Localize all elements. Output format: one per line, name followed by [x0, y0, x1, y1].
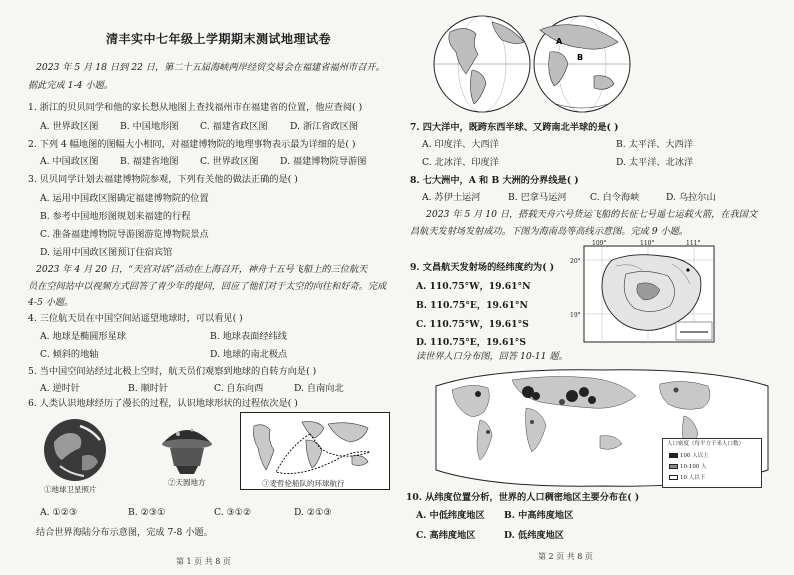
q5-option-b[interactable]: B. 顺时针 [128, 383, 169, 394]
legend-row-medium [669, 464, 707, 471]
q3-option-a[interactable]: A. 运用中国政区图确定福建博物院的位置 [40, 193, 209, 204]
legend-row-dense [669, 453, 709, 460]
left-column [28, 0, 393, 575]
question-8: 8. 七大洲中，A 和 B 大洲的分界线是( ) [410, 175, 579, 186]
q1-option-c[interactable]: C. 福建省政区图 [200, 121, 268, 132]
question-1: 1. 浙江的贝贝同学和他的家长想从地图上查找福州市在福建省的位置，他应查阅( ) [28, 102, 363, 113]
q3-option-b[interactable]: B. 参考中国地形图规划来福建的行程 [40, 211, 191, 222]
q4-option-a[interactable]: A. 地球是椭圆形星球 [40, 331, 126, 342]
hainan-contour-map [572, 240, 722, 348]
right-page-footer: 第 2 页 共 8 页 [538, 552, 593, 561]
q5-option-d[interactable]: D. 自南向北 [294, 383, 344, 394]
legend-label-medium: 10-100 人 [680, 464, 707, 470]
intro-2-line-2: 员在空间站中以视频方式回答了青少年的提问，回应了他们对于太空的向往和好奇。完成 [28, 281, 387, 292]
intro-1-line-1: 2023 年 5 月 18 日到 22 日，第二十五届海峡两岸经贸交易会在福建省福州市召开。 [36, 62, 385, 73]
q5-option-c[interactable]: C. 自东向西 [214, 383, 264, 394]
legend-label-sparse: 10 人以下 [680, 475, 706, 481]
map-lat-19: 19° [570, 312, 581, 319]
question-10: 10. 从纬度位置分析，世界的人口稠密地区主要分布在( ) [406, 492, 640, 503]
legend-row-sparse [669, 475, 705, 482]
figure-caption-1: ①地球卫星照片 [44, 485, 97, 494]
q9-option-a[interactable]: A. 110.75°W，19.61°N [416, 281, 531, 292]
q8-option-b[interactable]: B. 巴拿马运河 [508, 192, 567, 203]
question-9: 9. 文昌航天发射场的经纬度约为( ) [410, 262, 555, 273]
legend-swatch-sparse [669, 475, 678, 480]
q4-option-c[interactable]: C. 倾斜的地轴 [40, 349, 99, 360]
q1-option-d[interactable]: D. 浙江省政区图 [290, 121, 359, 132]
question-7: 7. 四大洋中，既跨东西半球、又跨南北半球的是( ) [410, 122, 619, 133]
q9-option-d[interactable]: D. 110.75°E，19.61°S [416, 337, 526, 348]
intro-5: 读世界人口分布图，回答 10-11 题。 [416, 351, 568, 362]
question-3: 3. 贝贝同学计划去福建博物院参观，下列有关他的做法正确的是( ) [28, 174, 298, 185]
svg-text:A: A [556, 37, 563, 46]
legend-swatch-dense [669, 453, 678, 458]
legend-title: 人口密度（每平方千米人口数） [667, 441, 745, 447]
intro-1-line-2: 据此完成 1-4 小题。 [28, 80, 113, 91]
page-title: 清丰实中七年级上学期期末测试地理试卷 [106, 32, 332, 46]
q6-option-a[interactable]: A. ①②③ [40, 507, 78, 518]
intro-3: 结合世界海陆分布示意图，完成 7-8 小题。 [36, 527, 213, 538]
q2-option-b[interactable]: B. 福建省地图 [120, 156, 179, 167]
q10-option-c[interactable]: C. 高纬度地区 [416, 530, 476, 541]
intro-4-line-1: 2023 年 5 月 10 日，搭载天舟六号货运飞船的长征七号遥七运载火箭，在我国文 [426, 209, 758, 220]
map-lat-20: 20° [570, 258, 581, 265]
question-6: 6. 人类认识地球经历了漫长的过程，认识地球形状的过程依次是( ) [28, 398, 298, 409]
earth-satellite-photo [40, 416, 110, 488]
map-lon-109: 109° [592, 240, 607, 247]
intro-2-line-1: 2023 年 4 月 20 日，“天宫对话”活动在上海召开，神舟十五号飞船上的三位航天 [36, 264, 368, 275]
q8-option-a[interactable]: A. 苏伊士运河 [422, 192, 481, 203]
q2-option-d[interactable]: D. 福建博物院导游图 [280, 156, 367, 167]
intro-4-line-2: 昌航天发射场发射成功。下图为海南岛等高线示意图。完成 9 小题。 [410, 226, 689, 237]
right-column [404, 0, 774, 575]
q9-option-c[interactable]: C. 110.75°W，19.61°S [416, 319, 529, 330]
question-2: 2. 下列 4 幅地图的图幅大小相同，对福建博物院的地理事物表示最为详细的是( ) [28, 139, 356, 150]
q4-option-d[interactable]: D. 地球的南北极点 [210, 349, 288, 360]
q6-option-c[interactable]: C. ③①② [214, 507, 252, 518]
q2-option-a[interactable]: A. 中国政区图 [40, 156, 99, 167]
q6-option-d[interactable]: D. ②①③ [294, 507, 332, 518]
question-4: 4. 三位航天员在中国空间站遥望地球时，可以看见( ) [28, 313, 243, 324]
question-5: 5. 当中国空间站经过北极上空时，航天员们观察到地球的自转方向是( ) [28, 366, 317, 377]
q9-option-b[interactable]: B. 110.75°E，19.61°N [416, 300, 528, 311]
intro-2-line-3: 4-5 小题。 [28, 297, 74, 308]
q10-option-b[interactable]: B. 中高纬度地区 [504, 510, 574, 521]
q3-option-d[interactable]: D. 运用中国政区图预订住宿宾馆 [40, 247, 173, 258]
q4-option-b[interactable]: B. 地球表面经纬线 [210, 331, 287, 342]
legend-swatch-medium [669, 464, 678, 469]
q7-option-a[interactable]: A. 印度洋、大西洋 [422, 139, 499, 150]
q2-option-c[interactable]: C. 世界政区图 [200, 156, 259, 167]
population-legend [662, 438, 762, 488]
q10-option-a[interactable]: A. 中低纬度地区 [416, 510, 485, 521]
map-lon-110: 110° [640, 240, 655, 247]
q3-option-c[interactable]: C. 准备福建博物院导游图游览博物院景点 [40, 229, 209, 240]
q8-option-d[interactable]: D. 乌拉尔山 [666, 192, 716, 203]
q7-option-c[interactable]: C. 北冰洋、印度洋 [422, 157, 499, 168]
q8-option-c[interactable]: C. 白令海峡 [590, 192, 640, 203]
round-sky-square-earth-image [158, 420, 216, 476]
legend-label-dense: 100 人以上 [680, 453, 709, 459]
q1-option-b[interactable]: B. 中国地形图 [120, 121, 179, 132]
q10-option-d[interactable]: D. 低纬度地区 [504, 530, 564, 541]
world-hemispheres-map [432, 12, 632, 116]
q1-option-a[interactable]: A. 世界政区图 [40, 121, 99, 132]
svg-text:B: B [577, 53, 584, 62]
q5-option-a[interactable]: A. 逆时针 [40, 383, 81, 394]
q7-option-d[interactable]: D. 太平洋、北冰洋 [616, 157, 694, 168]
q6-option-b[interactable]: B. ②③① [128, 507, 166, 518]
left-page-footer: 第 1 页 共 8 页 [176, 557, 231, 566]
figure-caption-2: ②天圆地方 [168, 478, 206, 487]
figure-caption-3: ③麦哲伦船队的环球航行 [262, 479, 345, 488]
map-lon-111: 111° [686, 240, 701, 247]
q7-option-b[interactable]: B. 太平洋、大西洋 [616, 139, 693, 150]
